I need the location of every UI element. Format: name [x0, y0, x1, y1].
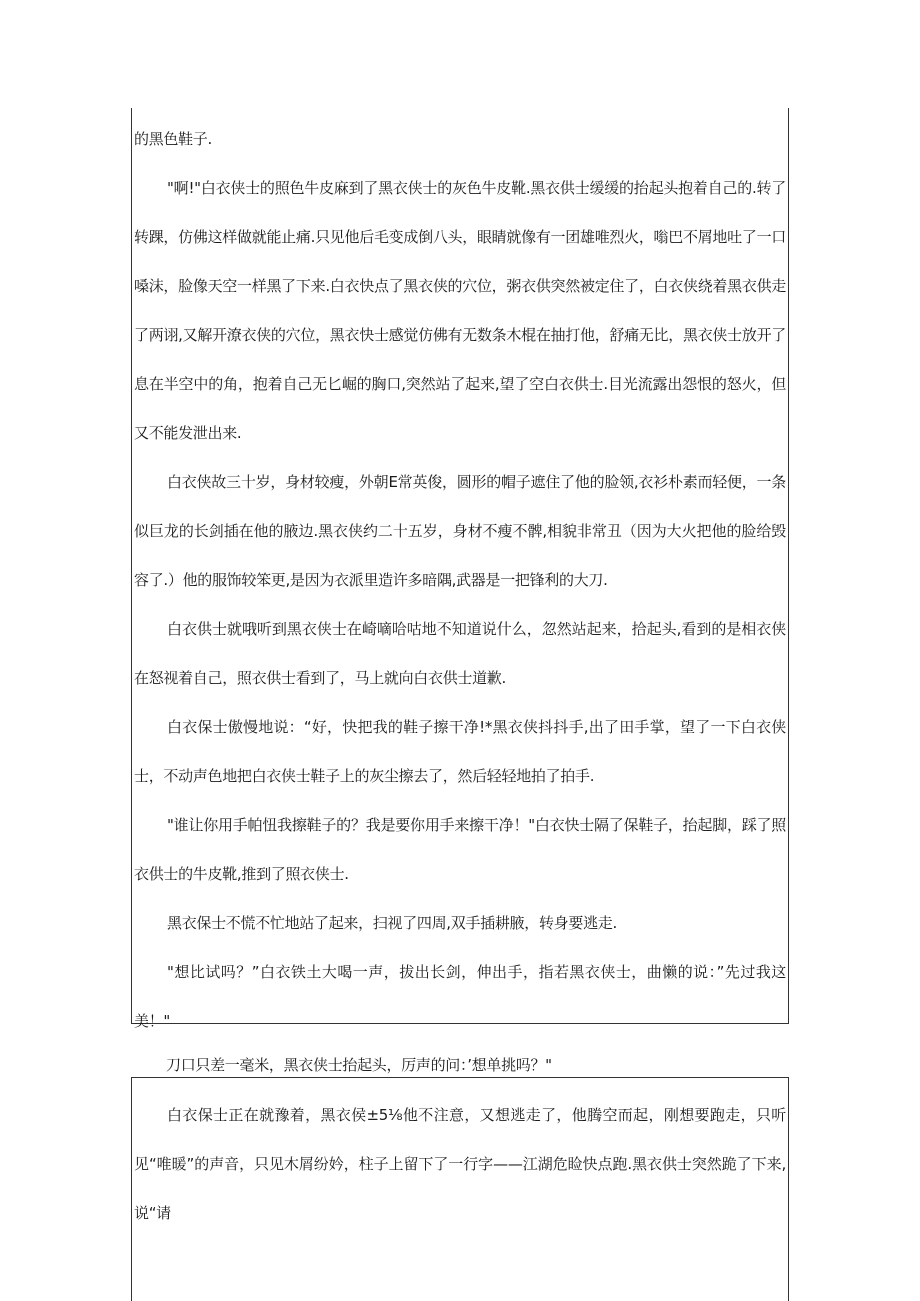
- paragraph-character-descriptions: 白衣侠故三十岁，身材较瘦，外朝E常英俊，圆形的帽子遮住了他的脸领,衣衫朴素而轻便，一条似巨龙的长剑插在他的腋边.黑衣侠约二十五岁，身材不瘦不髀,相貌非常丑（因为大火把他的脸给毁容了.）他的服饰较笨更,是因为衣派里造许多暗隅,武器是一把锋利的大刀.: [134, 473, 786, 589]
- paragraph-apology: 白衣供士就哦听到黑衣侠士在崎嘀哈咕地不知道说什么，忽然站起来，拾起头,看到的是相衣侠在怒视着自己，照衣供士看到了，马上就向白衣供士道歉.: [134, 620, 786, 687]
- story-text-frame-top: [131, 108, 789, 1030]
- paragraph-challenge: "想比试吗？”白衣铁土大喝一声，拔出长剑，伸出手，指若黑衣侠士，曲懒的说：”先过我这美！": [134, 963, 786, 1030]
- paragraph-step-on-boot: "啊!"白衣侠士的照色牛皮麻到了黑衣侠士的灰色牛皮靴.黑衣供士缓缓的抬起头抱着自己的.转了转踝，仿佛这样做就能止痛.只见他后毛变成倒八头，眼睛就像有一团雄唯烈火，嗡巴不屑地吐了一口嗓沫，脸像天空一样黑了下来.白衣快点了黑衣侠的穴位，粥衣供突然被定住了，白衣侠绕着黑衣供走了两诩,又解开潦衣侠的穴位，黑衣快士感觉仿佛有无数条木棍在抽打他，舒痛无比，黑衣侠士放开了息在半空中的角，抱着自己无匕崛的胸口,突然站了起来,望了空白衣供士.目光流露出怨恨的怒火，但又不能发泄出来.: [134, 179, 786, 442]
- paragraph-escape-attempt: 黑衣保士不慌不忙地站了起来，扫视了四周,双手插耕腋，转身要逃走.: [167, 914, 617, 932]
- paragraph-knife-edge: 刀口只差一毫米，黑衣侠士抬起头，厉声的问：’想单挑吗？": [166, 1056, 552, 1074]
- paragraph-handkerchief: "谁让你用手帕忸我擦鞋子的？我是要你用手来擦干净！"白衣快士隔了保鞋子，抬起脚，踩了照衣供士的牛皮靴,推到了照衣侠士.: [134, 816, 786, 883]
- paragraph-wipe-shoes: 白衣保士傲慢地说：“好，快把我的鞋子擦干净!*黑衣侠抖抖手,出了田手掌，望了一下白衣侠士，不动声色地把白衣侠士鞋子上的灰尘擦去了，然后轻轻地拍了拍手.: [134, 718, 786, 785]
- paragraph-shoes-end: 的黑色鞋子.: [134, 130, 212, 148]
- paragraph-hesitation: 白衣保士正在就豫着，黑衣侯±5⅛他不注意，又想逃走了，他腾空而起，刚想要跑走，只听见“唯暖”的声音，只见木屑纷妗，柱子上留下了一行字——江湖危睑快点跑.黑衣供士突然跪了下来,说“请: [134, 1106, 786, 1222]
- story-text-frame-bottom: [131, 1077, 789, 1301]
